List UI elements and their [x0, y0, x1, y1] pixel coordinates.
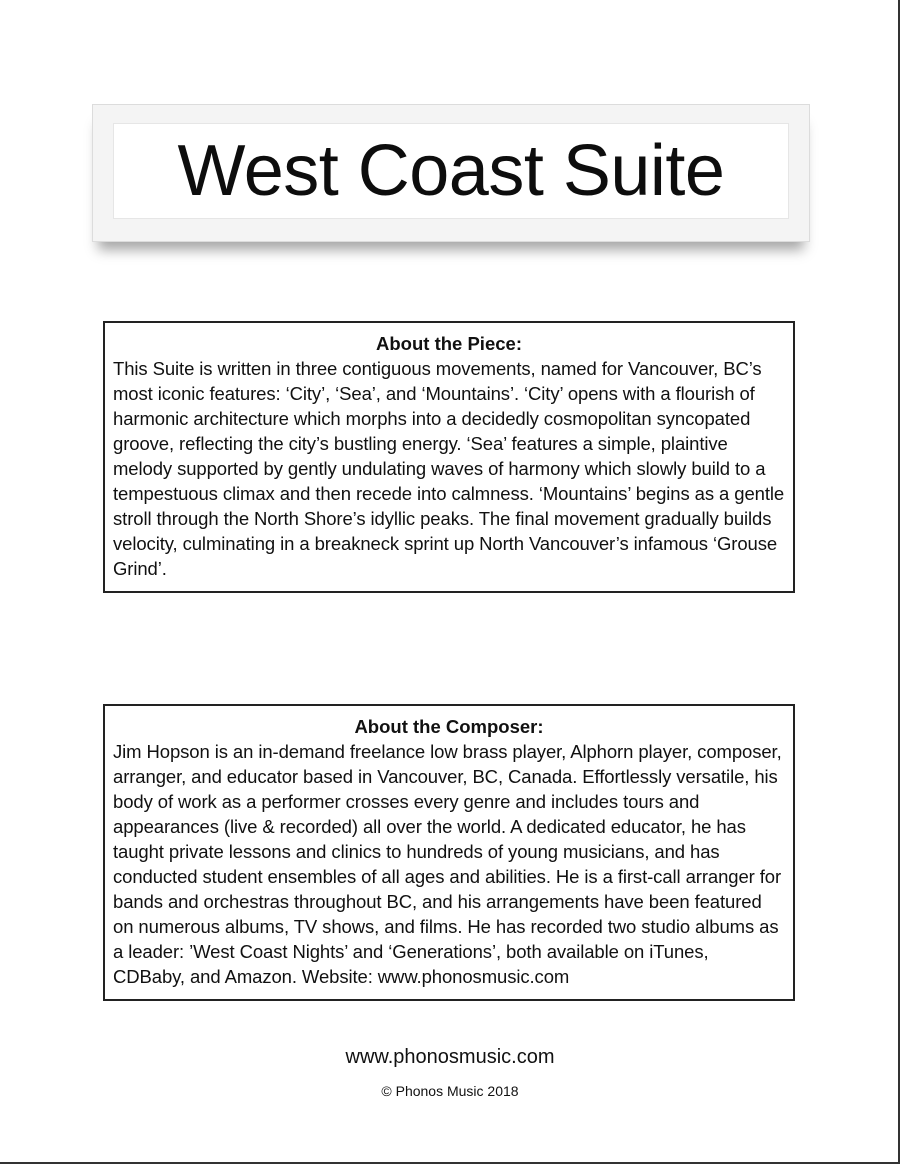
page-title: West Coast Suite	[177, 131, 725, 211]
title-banner	[92, 104, 810, 242]
about-composer-text: Jim Hopson is an in-demand freelance low brass player, Alphorn player, composer, arranger, and educator based in Vancouver, BC, Canada. Effortlessly versatile, his body of work as a performer crosses every genre and includes tours and appearances (live & recorded) all over the world. A dedicated educator, he has taught private lessons and clinics to hundreds of young musicians, and has conducted student ensembles of all ages and abilities. He is a first-call arranger for bands and orchestras throughout BC, and his arrangements have been featured on numerous albums, TV shows, and films. He has recorded two studio albums as a leader: ’West Coast Nights’ and ‘Generations’, both available on iTunes, CDBaby, and Amazon. Website: www.phonosmusic.com	[113, 741, 782, 987]
about-piece-heading: About the Piece:	[376, 333, 522, 354]
about-composer-box	[103, 704, 795, 1001]
about-piece-text: This Suite is written in three contiguous movements, named for Vancouver, BC’s most iconic features: ‘City’, ‘Sea’, and ‘Mountains’. ‘City’ opens with a flourish of harmonic architecture which morphs into a decidedly cosmopolitan syncopated groove, reflecting the city’s bustling energy. ‘Sea’ features a simple, plaintive melody supported by gently undulating waves of harmony which slowly build to a tempestuous climax and then recede into calmness. ‘Mountains’ begins as a gentle stroll through the North Shore’s idyllic peaks. The final movement gradually builds velocity, culminating in a breakneck sprint up North Vancouver’s infamous ‘Grouse Grind’.	[113, 358, 785, 579]
about-piece-box	[103, 321, 795, 593]
title-banner-inner	[113, 123, 789, 219]
about-composer-heading: About the Composer:	[354, 716, 544, 737]
copyright-notice: © Phonos Music 2018	[381, 1083, 519, 1099]
footer-website: www.phonosmusic.com	[345, 1046, 555, 1068]
